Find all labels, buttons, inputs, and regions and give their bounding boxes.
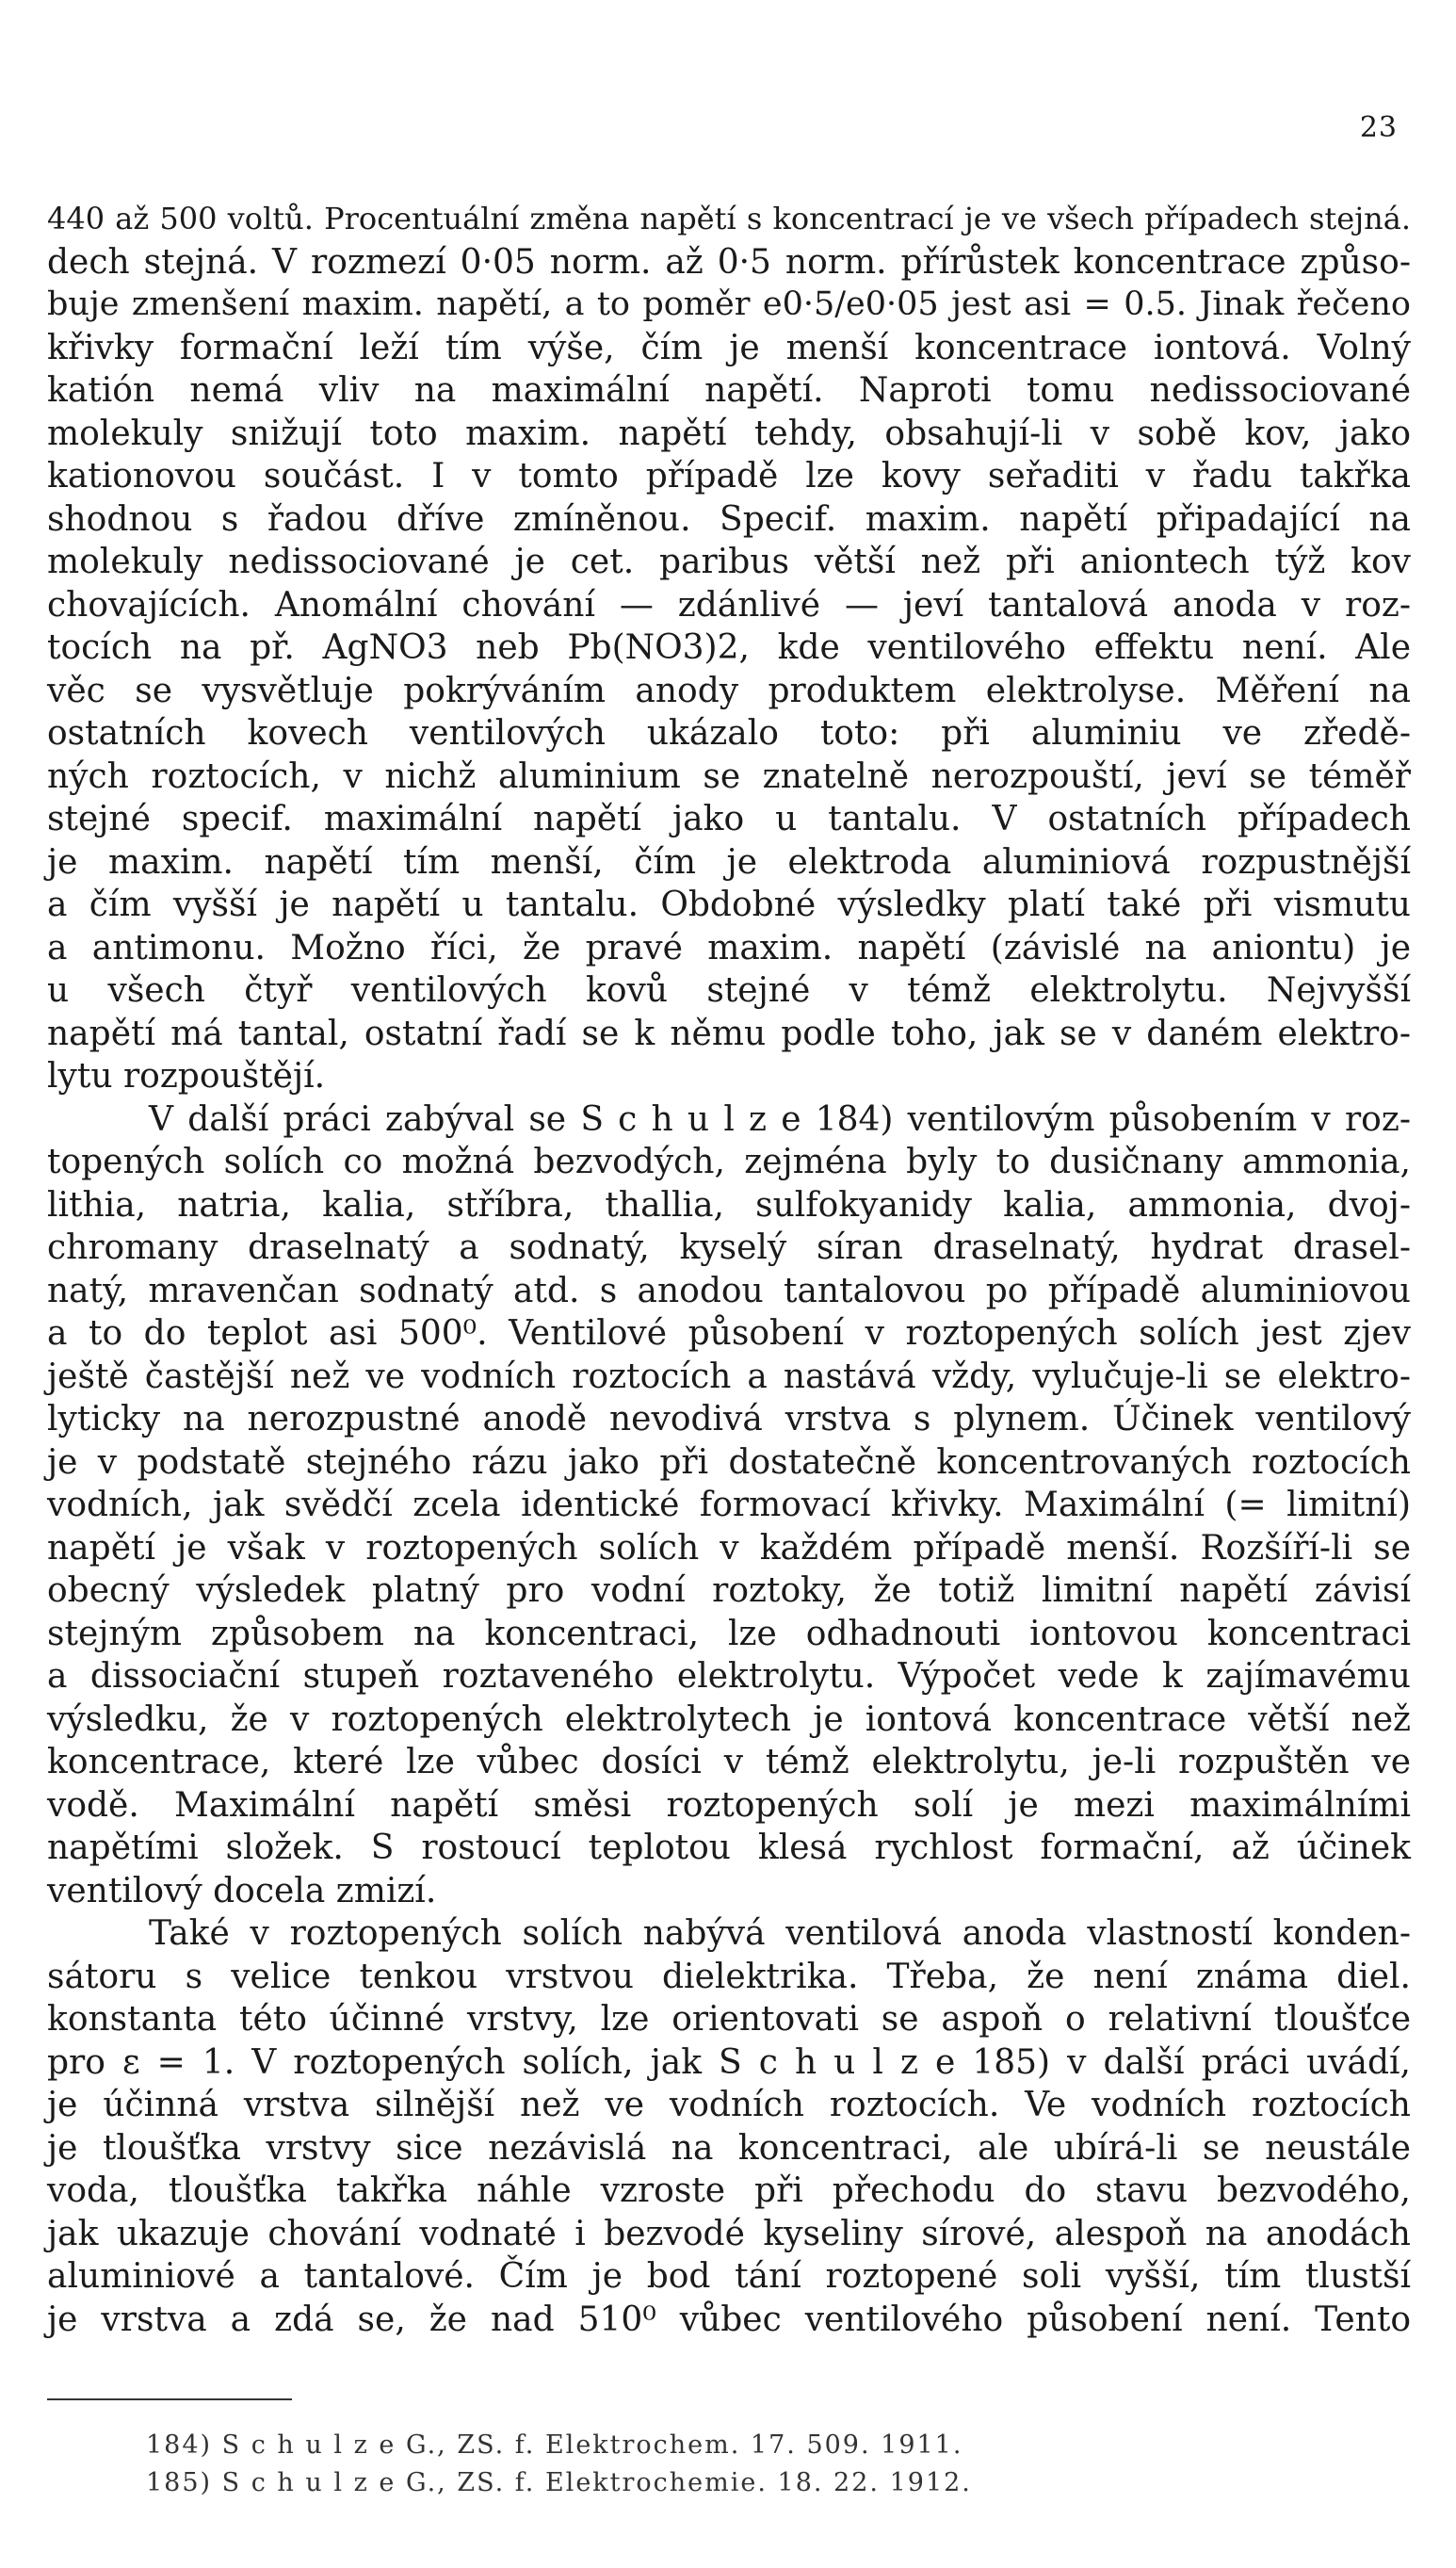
text-line: a to do teplot asi 500⁰. Ventilové působení v roztopených solích jest zjev — [47, 1314, 1411, 1353]
text-line: V další práci zabýval se S c h u l z e 184) ventilovým působením v roz- — [149, 1099, 1411, 1139]
text-line: dech stejná. V rozmezí 0·05 norm. až 0·5 norm. přírůstek koncentrace způso- — [47, 242, 1411, 282]
text-line: shodnou s řadou dříve zmíněnou. Specif. maxim. napětí připadající na — [47, 499, 1411, 539]
text-line: u všech čtyř ventilových kovů stejné v témž elektrolytu. Nejvyšší — [47, 971, 1411, 1010]
text-line: ostatních kovech ventilových ukázalo toto: při aluminiu ve zředě- — [47, 714, 1411, 753]
text-line: vodních, jak svědčí zcela identické formovací křivky. Maximální (= limitní) — [47, 1486, 1411, 1524]
footnote-185: 185) S c h u l z e G., ZS. f. Elektrochemie. 18. 22. 1912. — [146, 2468, 972, 2497]
text-line: výsledku, že v roztopených elektrolytech je iontová koncentrace větší než — [47, 1699, 1411, 1739]
text-line: obecný výsledek platný pro vodní roztoky, že totiž limitní napětí závisí — [47, 1571, 1411, 1610]
text-line: buje zmenšení maxim. napětí, a to poměr e0·5/e0·05 jest asi = 0.5. Jinak řečeno — [47, 285, 1411, 323]
text-line: 440 až 500 voltů. Procentuální změna napětí s koncentrací je ve všech případech stejná. — [47, 201, 1411, 236]
text-line: chromany draselnatý a sodnatý, kyselý síran draselnatý, hydrat drasel- — [47, 1228, 1411, 1267]
text-line: a dissociační stupeň roztaveného elektrolytu. Výpočet vede k zajímavému — [47, 1657, 1411, 1696]
text-line: napětími složek. S rostoucí teplotou klesá rychlost formační, až účinek — [47, 1828, 1411, 1867]
text-line: molekuly snižují toto maxim. napětí tehdy, obsahují-li v sobě kov, jako — [47, 414, 1411, 453]
text-line: ných roztocích, v nichž aluminium se znatelně nerozpouští, jeví se téměř — [47, 756, 1411, 796]
text-line: tocích na př. AgNO3 neb Pb(NO3)2, kde ventilového effektu není. Ale — [47, 628, 1411, 667]
text-line: stejné specif. maximální napětí jako u tantalu. V ostatních případech — [47, 800, 1411, 838]
text-line: koncentrace, které lze vůbec dosíci v témž elektrolytu, je-li rozpuštěn ve — [47, 1743, 1411, 1781]
text-line: lyticky na nerozpustné anodě nevodivá vrstva s plynem. Účinek ventilový — [47, 1400, 1411, 1438]
text-line: je tloušťka vrstvy sice nezávislá na koncentraci, ale ubírá-li se neustále — [47, 2128, 1411, 2168]
text-line: stejným způsobem na koncentraci, lze odhadnouti iontovou koncentraci — [47, 1614, 1411, 1653]
text-line: konstanta této účinné vrstvy, lze orientovati se aspoň o relativní tloušťce — [47, 2000, 1411, 2039]
text-line: a antimonu. Možno říci, že pravé maxim. napětí (závislé na aniontu) je — [47, 928, 1411, 967]
text-line: topených solích co možná bezvodých, zejména byly to dusičnany ammonia, — [47, 1143, 1411, 1181]
text-line: křivky formační leží tím výše, čím je menší koncentrace iontová. Volný — [47, 328, 1411, 367]
text-line: lithia, natria, kalia, stříbra, thallia, sulfokyanidy kalia, ammonia, dvoj- — [47, 1185, 1411, 1225]
text-line: chovajících. Anomální chování — zdánlivé — jeví tantalová anoda v roz- — [47, 585, 1411, 625]
footnote-184: 184) S c h u l z e G., ZS. f. Elektrochem. 17. 509. 1911. — [146, 2430, 963, 2460]
text-line: pro ε = 1. V roztopených solích, jak S c h u l z e 185) v další práci uvádí, — [47, 2042, 1411, 2082]
text-line: je účinná vrstva silnější než ve vodních roztocích. Ve vodních roztocích — [47, 2086, 1411, 2124]
text-line: lytu rozpouštějí. — [47, 1057, 326, 1096]
text-line: katión nemá vliv na maximální napětí. Naproti tomu nedissociované — [47, 371, 1411, 410]
text-line: je maxim. napětí tím menší, čím je elektroda aluminiová rozpustnější — [47, 842, 1411, 882]
text-line: napětí má tantal, ostatní řadí se k němu podle toho, jak se v daném elektro- — [47, 1014, 1411, 1053]
text-line: napětí je však v roztopených solích v každém případě menší. Rozšíří-li se — [47, 1528, 1411, 1568]
text-line: a čím vyšší je napětí u tantalu. Obdobné výsledky platí také při vismutu — [47, 886, 1411, 924]
text-line: ventilový docela zmizí. — [47, 1871, 437, 1910]
text-line: kationovou součást. I v tomto případě lze kovy seřaditi v řadu takřka — [47, 457, 1411, 496]
text-line: věc se vysvětluje pokrýváním anody produktem elektrolyse. Měření na — [47, 671, 1411, 710]
body-text — [47, 198, 1411, 2341]
text-line: je v podstatě stejného rázu jako při dostatečně koncentrovaných roztocích — [47, 1442, 1411, 1482]
footnote-divider — [47, 2398, 292, 2400]
page-number: 23 — [1359, 111, 1398, 144]
text-line: aluminiové a tantalové. Čím je bod tání roztopené soli vyšší, tím tlustší — [47, 2257, 1411, 2296]
text-line: ještě častější než ve vodních roztocích a nastává vždy, vylučuje-li se elektro- — [47, 1357, 1411, 1396]
text-line: natý, mravenčan sodnatý atd. s anodou tantalovou po případě aluminiovou — [47, 1271, 1411, 1310]
text-line: je vrstva a zdá se, že nad 510⁰ vůbec ventilového působení není. Tento — [47, 2300, 1411, 2339]
text-line: jak ukazuje chování vodnaté i bezvodé kyseliny sírové, alespoň na anodách — [47, 2214, 1411, 2253]
text-line: vodě. Maximální napětí směsi roztopených solí je mezi maximálními — [47, 1785, 1411, 1825]
text-line: Také v roztopených solích nabývá ventilová anoda vlastností konden- — [149, 1914, 1411, 1953]
text-line: sátoru s velice tenkou vrstvou dielektrika. Třeba, že není známa diel. — [47, 1957, 1411, 1996]
footnotes — [146, 2427, 972, 2502]
text-line: molekuly nedissociované je cet. paribus větší než při aniontech týž kov — [47, 543, 1411, 581]
text-line: voda, tloušťka takřka náhle vzroste při přechodu do stavu bezvodého, — [47, 2171, 1411, 2210]
